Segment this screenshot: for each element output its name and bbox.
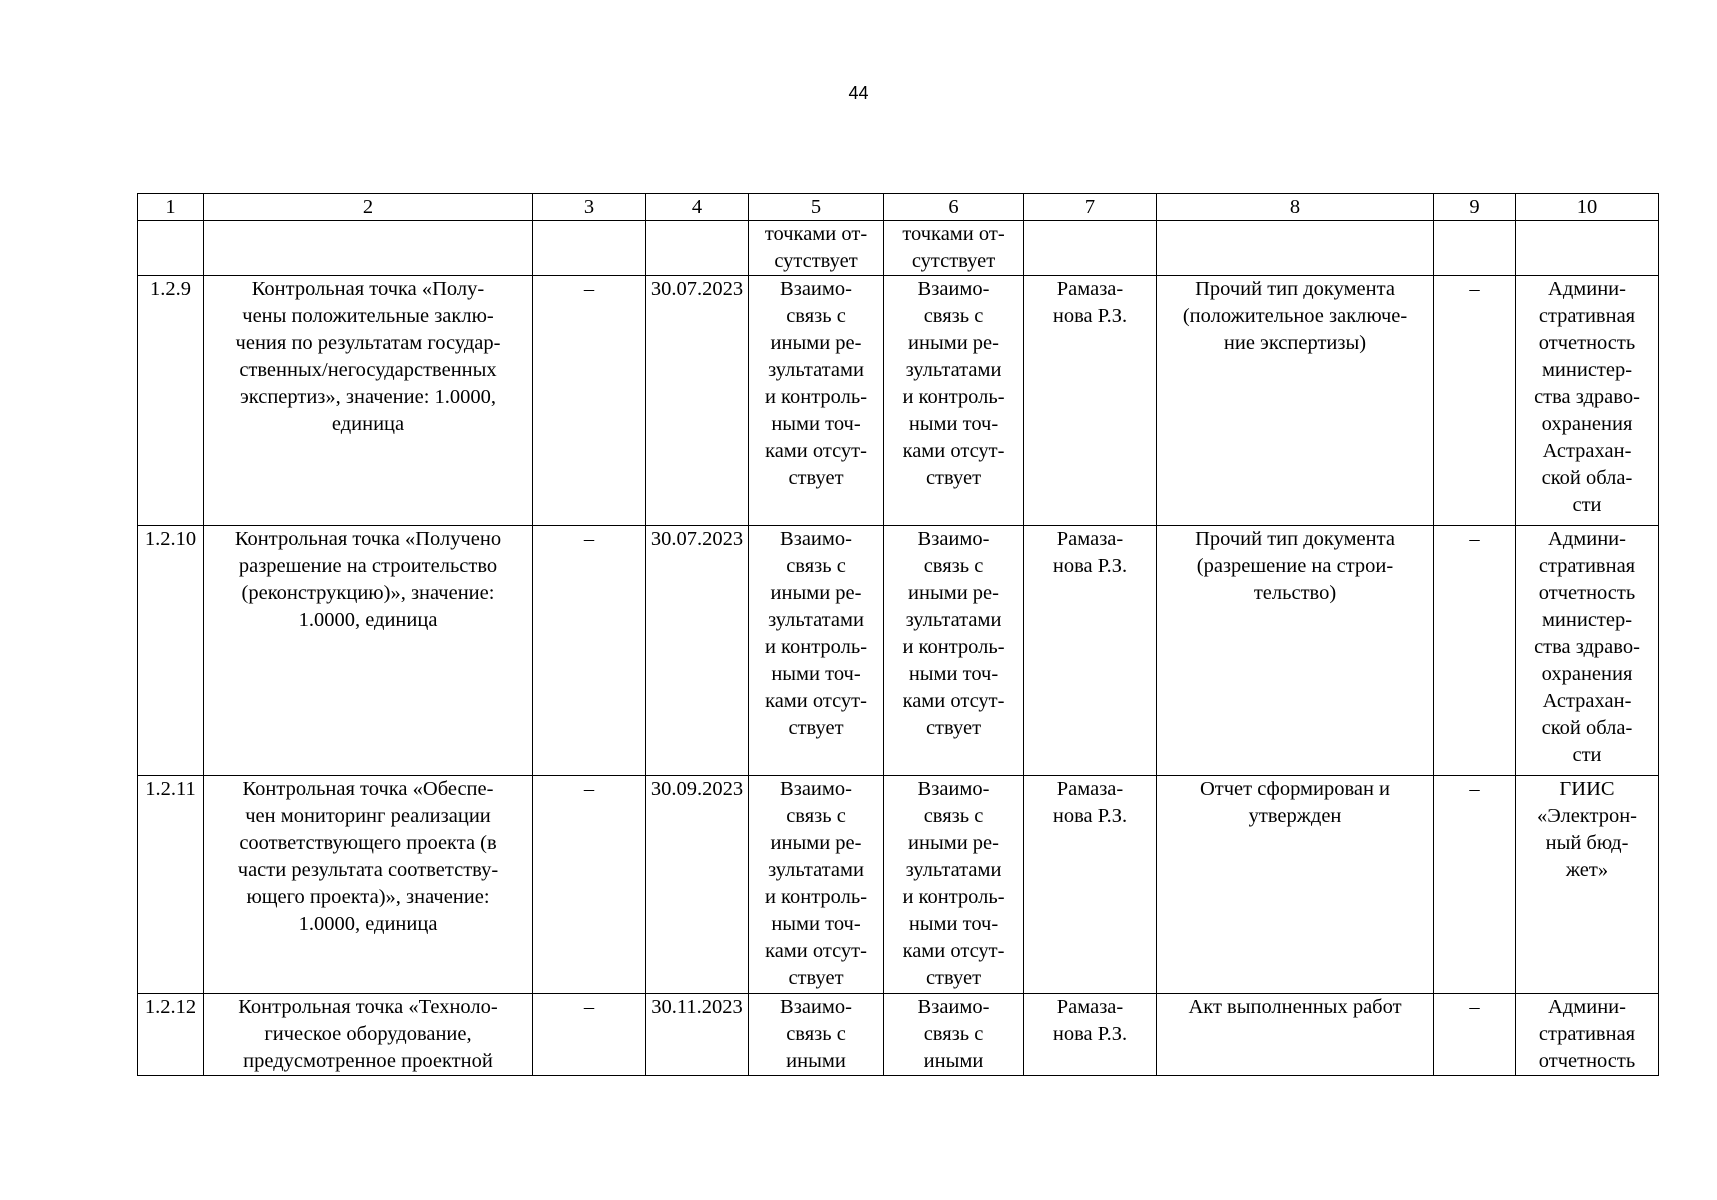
column-header: 1 <box>138 194 204 221</box>
column-number-row <box>138 194 1659 221</box>
table-cell <box>1024 221 1157 276</box>
column-header: 8 <box>1157 194 1434 221</box>
relations-cell: Взаимо- связь с иными ре- зультатами и контроль- ными точ- ками отсут- ствует <box>749 276 884 526</box>
control-points-table <box>137 193 1659 1076</box>
dash-cell: – <box>1434 276 1516 526</box>
date-cell: 30.09.2023 <box>646 776 749 994</box>
document-type-cell: Прочий тип документа (положительное заключе- ние экспертизы) <box>1157 276 1434 526</box>
source-cell: Админи- стративная отчетность министер- ства здраво- охранения Астрахан- ской обла- сти <box>1516 526 1659 776</box>
column-header: 5 <box>749 194 884 221</box>
document-type-cell: Отчет сформирован и утвержден <box>1157 776 1434 994</box>
dash-cell: – <box>1434 526 1516 776</box>
document-type-cell: Прочий тип документа (разрешение на строи- тельство) <box>1157 526 1434 776</box>
dash-cell: – <box>533 994 646 1076</box>
column-header: 4 <box>646 194 749 221</box>
relations-cell: точками от- сутствует <box>884 221 1024 276</box>
date-cell: 30.07.2023 <box>646 526 749 776</box>
table-row <box>138 994 1659 1076</box>
date-cell: 30.07.2023 <box>646 276 749 526</box>
column-header: 9 <box>1434 194 1516 221</box>
column-header: 3 <box>533 194 646 221</box>
relations-cell: Взаимо- связь с иными ре- зультатами и контроль- ными точ- ками отсут- ствует <box>884 776 1024 994</box>
row-number: 1.2.10 <box>138 526 204 776</box>
table-row <box>138 776 1659 994</box>
continuation-row <box>138 221 1659 276</box>
row-number: 1.2.11 <box>138 776 204 994</box>
table-cell <box>1434 221 1516 276</box>
relations-cell: Взаимо- связь с иными ре- зультатами и контроль- ными точ- ками отсут- ствует <box>884 526 1024 776</box>
source-cell: ГИИС «Электрон- ный бюд- жет» <box>1516 776 1659 994</box>
dash-cell: – <box>533 526 646 776</box>
row-number: 1.2.12 <box>138 994 204 1076</box>
dash-cell: – <box>533 776 646 994</box>
table-cell <box>204 221 533 276</box>
relations-cell: Взаимо- связь с иными ре- зультатами и контроль- ными точ- ками отсут- ствует <box>749 526 884 776</box>
control-point-name: Контрольная точка «Техноло- гическое оборудование, предусмотренное проектной <box>204 994 533 1076</box>
column-header: 2 <box>204 194 533 221</box>
relations-cell: Взаимо- связь с иными ре- зультатами и контроль- ными точ- ками отсут- ствует <box>749 776 884 994</box>
dash-cell: – <box>1434 776 1516 994</box>
source-cell: Админи- стративная отчетность <box>1516 994 1659 1076</box>
page-number: 44 <box>848 83 869 103</box>
relations-cell: Взаимо- связь с иными <box>884 994 1024 1076</box>
dash-cell: – <box>533 276 646 526</box>
responsible-cell: Рамаза- нова Р.З. <box>1024 526 1157 776</box>
responsible-cell: Рамаза- нова Р.З. <box>1024 994 1157 1076</box>
table-row <box>138 526 1659 776</box>
table-cell <box>646 221 749 276</box>
relations-cell: точками от- сутствует <box>749 221 884 276</box>
control-point-name: Контрольная точка «Получено разрешение на строительство (реконструкцию)», значение: 1.0000, единица <box>204 526 533 776</box>
date-cell: 30.11.2023 <box>646 994 749 1076</box>
responsible-cell: Рамаза- нова Р.З. <box>1024 276 1157 526</box>
row-number: 1.2.9 <box>138 276 204 526</box>
dash-cell: – <box>1434 994 1516 1076</box>
column-header: 6 <box>884 194 1024 221</box>
document-type-cell: Акт выполненных работ <box>1157 994 1434 1076</box>
table-cell <box>533 221 646 276</box>
relations-cell: Взаимо- связь с иными ре- зультатами и контроль- ными точ- ками отсут- ствует <box>884 276 1024 526</box>
source-cell: Админи- стративная отчетность министер- ства здраво- охранения Астрахан- ской обла- сти <box>1516 276 1659 526</box>
responsible-cell: Рамаза- нова Р.З. <box>1024 776 1157 994</box>
table-row <box>138 276 1659 526</box>
column-header: 10 <box>1516 194 1659 221</box>
table-cell <box>138 221 204 276</box>
table-cell <box>1157 221 1434 276</box>
control-point-name: Контрольная точка «Полу- чены положительные заклю- чения по результатам государ- ственных/негосударственных экспертиз», значение: 1.0000, единица <box>204 276 533 526</box>
column-header: 7 <box>1024 194 1157 221</box>
table-cell <box>1516 221 1659 276</box>
control-point-name: Контрольная точка «Обеспе- чен мониторинг реализации соответствующего проекта (в части результата соответству- ющего проекта)», значение: 1.0000, единица <box>204 776 533 994</box>
relations-cell: Взаимо- связь с иными <box>749 994 884 1076</box>
